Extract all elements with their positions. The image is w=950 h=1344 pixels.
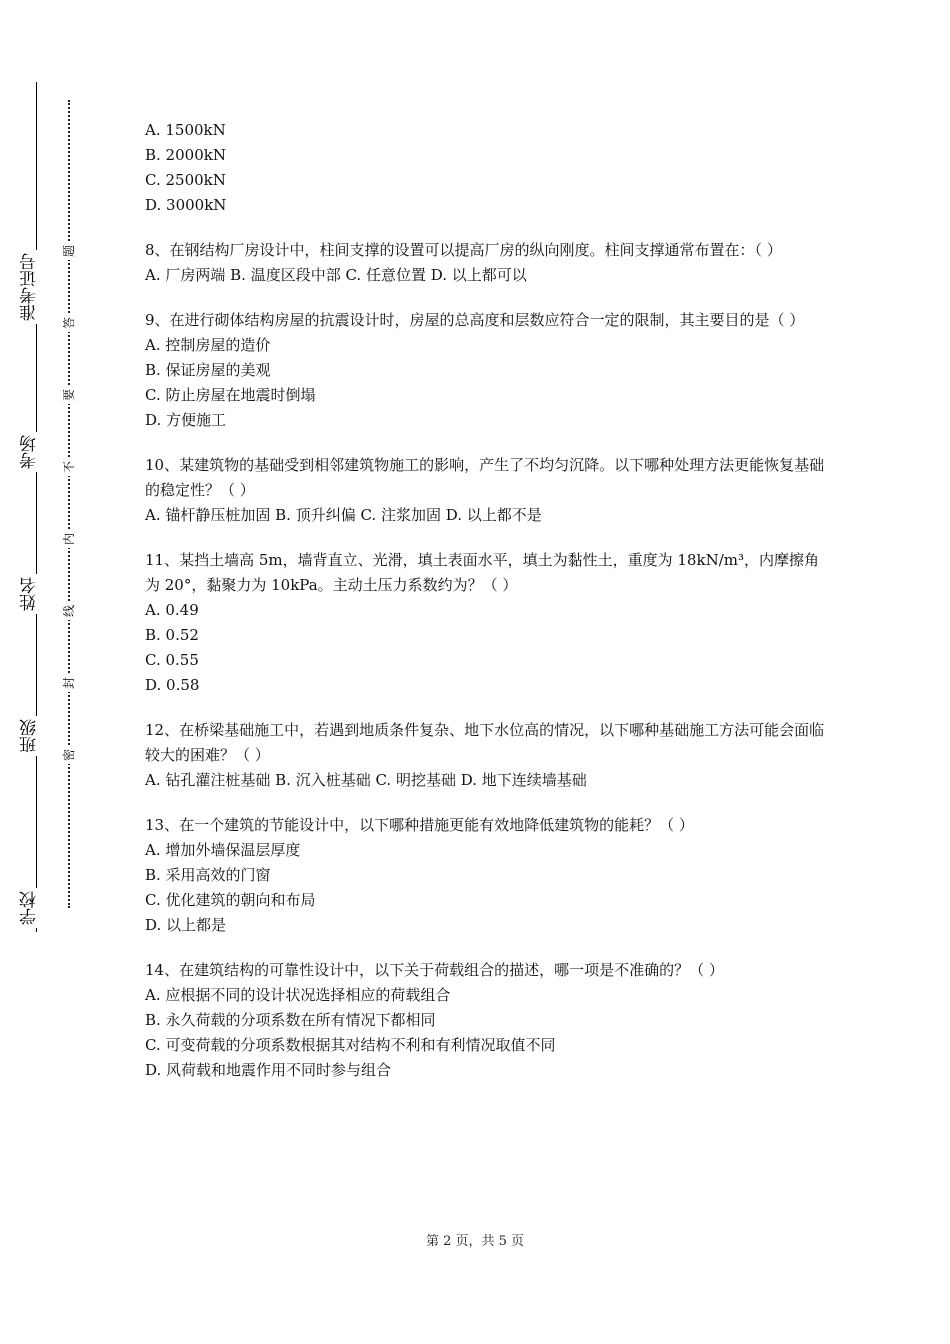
question-9 bbox=[145, 308, 825, 433]
field-name: 姓名 bbox=[22, 574, 46, 614]
question-12 bbox=[145, 718, 825, 793]
option-d: D. 0.58 bbox=[145, 676, 200, 694]
question-stem: 12、在桥梁基础施工中，若遇到地质条件复杂、地下水位高的情况，以下哪种基础施工方法可能会面临较大的困难？（ ） bbox=[145, 721, 825, 764]
seal-char: 要 bbox=[62, 386, 76, 404]
question-7-options bbox=[145, 118, 825, 218]
option-b: B. 采用高效的门窗 bbox=[145, 866, 271, 884]
option-c: C. 可变荷载的分项系数根据其对结构不利和有利情况取值不同 bbox=[145, 1036, 556, 1054]
option-a: A. 控制房屋的造价 bbox=[145, 336, 271, 354]
page-number: 第 2 页，共 5 页 bbox=[425, 1234, 525, 1249]
option-a: A. 0.49 bbox=[145, 601, 199, 619]
question-stem: 8、在钢结构厂房设计中，柱间支撑的设置可以提高厂房的纵向刚度。柱间支撑通常布置在：（ ） bbox=[145, 241, 782, 259]
seal-char: 不 bbox=[62, 458, 76, 476]
option-b: B. 永久荷载的分项系数在所有情况下都相同 bbox=[145, 1011, 436, 1029]
question-stem: 11、某挡土墙高 5m，墙背直立、光滑，填土表面水平，填土为黏性土，重度为 18kN/m³，内摩擦角为 20°，黏聚力为 10kPa。主动土压力系数约为？（ ） bbox=[145, 551, 819, 594]
field-exam-room: 考场 bbox=[22, 432, 46, 472]
seal-char: 内 bbox=[62, 530, 76, 548]
seal-char: 题 bbox=[62, 242, 76, 260]
option-a: A. 应根据不同的设计状况选择相应的荷载组合 bbox=[145, 986, 451, 1004]
question-stem: 10、某建筑物的基础受到相邻建筑物施工的影响，产生了不均匀沉降。以下哪种处理方法更能恢复基础的稳定性？（ ） bbox=[145, 456, 825, 499]
question-8 bbox=[145, 238, 825, 288]
field-exam-number: 准考证号 bbox=[22, 250, 46, 324]
field-school: 学校 bbox=[22, 888, 46, 928]
option-b: B. 0.52 bbox=[145, 626, 199, 644]
option-d: D. 风荷载和地震作用不同时参与组合 bbox=[145, 1061, 392, 1079]
question-13 bbox=[145, 813, 825, 938]
seal-char: 封 bbox=[62, 674, 76, 692]
seal-char: 线 bbox=[62, 602, 76, 620]
option-a: A. 1500kN bbox=[145, 121, 226, 139]
seal-dotted-line bbox=[68, 100, 70, 908]
question-10 bbox=[145, 453, 825, 528]
option-d: D. 3000kN bbox=[145, 196, 227, 214]
option-c: C. 0.55 bbox=[145, 651, 199, 669]
option-c: C. 防止房屋在地震时倒塌 bbox=[145, 386, 316, 404]
seal-char: 密 bbox=[62, 746, 76, 764]
option-d: D. 以上都是 bbox=[145, 916, 227, 934]
question-14 bbox=[145, 958, 825, 1083]
option-c: C. 2500kN bbox=[145, 171, 226, 189]
question-11 bbox=[145, 548, 825, 698]
question-stem: 13、在一个建筑的节能设计中，以下哪种措施更能有效地降低建筑物的能耗？（ ） bbox=[145, 816, 694, 834]
option-c: C. 优化建筑的朝向和布局 bbox=[145, 891, 316, 909]
option-d: D. 方便施工 bbox=[145, 411, 227, 429]
question-options: A. 厂房两端 B. 温度区段中部 C. 任意位置 D. 以上都可以 bbox=[145, 266, 527, 284]
option-b: B. 保证房屋的美观 bbox=[145, 361, 271, 379]
question-options: A. 锚杆静压桩加固 B. 顶升纠偏 C. 注浆加固 D. 以上都不是 bbox=[145, 506, 542, 524]
question-list bbox=[145, 118, 825, 1083]
field-class: 班级 bbox=[22, 716, 46, 756]
seal-char: 答 bbox=[62, 314, 76, 332]
question-stem: 14、在建筑结构的可靠性设计中，以下关于荷载组合的描述，哪一项是不准确的？（ ） bbox=[145, 961, 724, 979]
option-a: A. 增加外墙保温层厚度 bbox=[145, 841, 301, 859]
option-b: B. 2000kN bbox=[145, 146, 226, 164]
question-stem: 9、在进行砌体结构房屋的抗震设计时，房屋的总高度和层数应符合一定的限制，其主要目的是（ ） bbox=[145, 311, 805, 329]
question-options: A. 钻孔灌注桩基础 B. 沉入桩基础 C. 明挖基础 D. 地下连续墙基础 bbox=[145, 771, 587, 789]
binding-solid-line bbox=[36, 82, 37, 932]
